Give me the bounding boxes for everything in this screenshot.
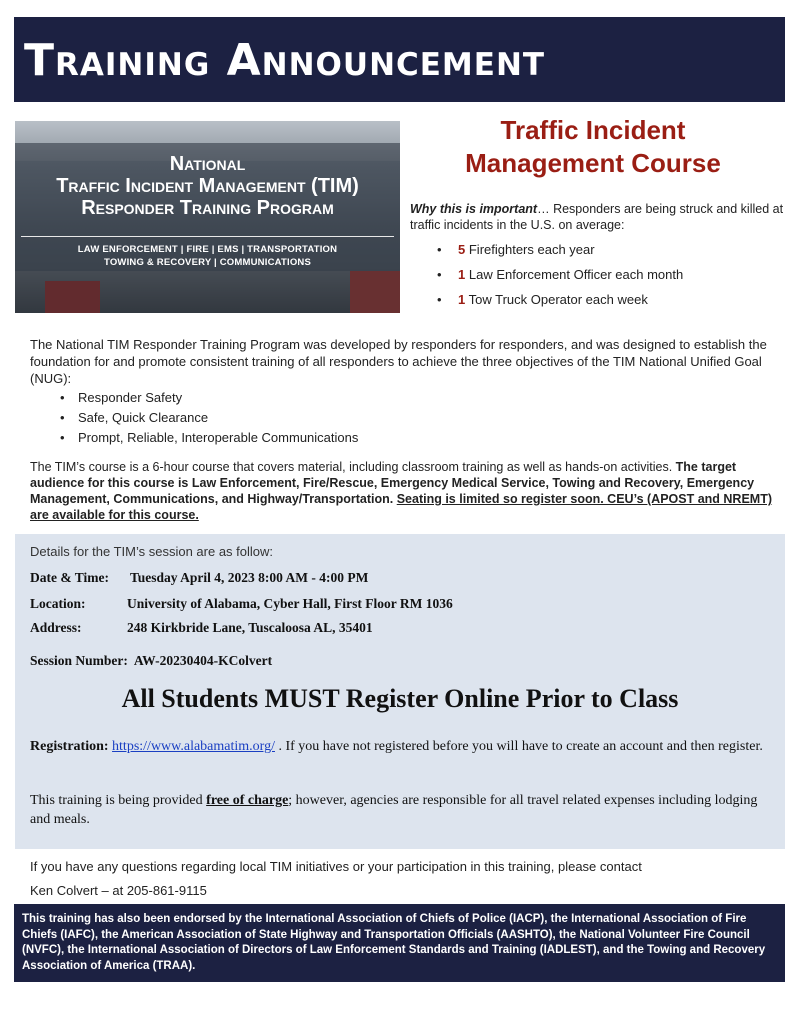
- hero-subtitle-line1: LAW ENFORCEMENT | FIRE | EMS | TRANSPORTATION: [77, 244, 338, 255]
- free-emphasis: free of charge: [206, 793, 289, 808]
- endorsement-banner: [14, 904, 785, 982]
- hero-subtitle: [15, 243, 400, 269]
- hero-subtitle-line2: TOWING & RECOVERY | COMMUNICATIONS: [103, 257, 312, 268]
- seating-note: Seating is limited so register soon. CEU’s (APOST and NREMT) are available for this course.: [30, 492, 773, 522]
- target-audience: The target audience for this course is Law Enforcement, Fire/Rescue, Emergency Medical Service, Towing and Recovery, Emergency Management, Communications, and Highway/Transportation.: [30, 460, 755, 506]
- why-label: Why this is important: [410, 202, 538, 216]
- registration-label: Registration:: [30, 739, 109, 754]
- program-intro: The National TIM Responder Training Program was developed by responders for responders, and was designed to establish the foundation for and promote consistent training of all responders to achieve the three objectives of the TIM National Unified Goal (NUG):: [30, 337, 767, 386]
- announcement-banner: [14, 17, 785, 102]
- goal-item: • Prompt, Reliable, Interoperable Communications: [60, 428, 358, 448]
- goal-item: • Safe, Quick Clearance: [60, 408, 358, 428]
- course-desc-plain: The TIM’s course is a 6-hour course that covers material, including classroom training as well as hands-on activities.: [30, 460, 676, 474]
- location-row: [30, 596, 453, 612]
- address-row: [30, 620, 373, 636]
- hero-divider: [21, 236, 394, 237]
- contact-info: [30, 855, 780, 903]
- session-details-box: [15, 534, 785, 849]
- details-intro: Details for the TIM’s session are as follow:: [30, 544, 274, 559]
- date-label: Date & Time:: [30, 570, 109, 585]
- course-title-line1: Traffic Incident: [500, 115, 686, 145]
- course-description: [30, 459, 775, 523]
- stat-number: 1: [458, 292, 466, 307]
- stat-text: Tow Truck Operator each week: [468, 292, 648, 307]
- endorsement-text: This training has also been endorsed by the International Association of Chiefs of Police (IACP), the International Association of Fire Chiefs (IAFC), the American Association of State Highway and Transportation Officials (AASHTO), the National Volunteer Fire Council (NVFC), the International Association of Directors of Law Enforcement Standards and Training (IADLEST), and the Towing and Recovery Association of America (TRAA).: [22, 913, 766, 972]
- fatality-stats-list: [437, 240, 683, 315]
- session-label: Session Number:: [30, 653, 128, 668]
- stat-item: [437, 240, 683, 265]
- stat-item: [437, 290, 683, 315]
- contact-line1: If you have any questions regarding local TIM initiatives or your participation in this training, please contact: [30, 859, 642, 874]
- hero-title-line1: National: [169, 153, 246, 175]
- tim-program-image: [15, 121, 400, 313]
- goal-item: • Responder Safety: [60, 388, 358, 408]
- registration-link[interactable]: https://www.alabamatim.org/: [112, 739, 275, 754]
- nug-goals-list: [60, 388, 358, 448]
- location-value: University of Alabama, Cyber Hall, First Floor RM 1036: [127, 596, 453, 611]
- session-number-row: [30, 653, 272, 669]
- free-of-charge-paragraph: [30, 791, 775, 829]
- stat-text: Law Enforcement Officer each month: [468, 267, 684, 282]
- hero-title-line3: Responder Training Program: [81, 197, 334, 219]
- address-value: 248 Kirkbride Lane, Tuscaloosa AL, 35401: [127, 620, 373, 635]
- free-post: ; however, agencies are responsible for all travel related expenses including lodging and meals.: [30, 793, 758, 827]
- contact-line2: Ken Colvert – at 205-861-9115: [30, 883, 207, 898]
- course-title-line2: Management Course: [465, 148, 721, 178]
- stat-item: [437, 265, 683, 290]
- date-value: Tuesday April 4, 2023 8:00 AM - 4:00 PM: [130, 570, 369, 585]
- free-pre: This training is being provided: [30, 793, 207, 808]
- course-title: [428, 114, 758, 180]
- date-time-row: [30, 570, 368, 586]
- must-register-heading: All Students MUST Register Online Prior to Class: [121, 684, 679, 713]
- registration-paragraph: [30, 737, 770, 756]
- hero-title-line2: Traffic Incident Management (TIM): [56, 175, 359, 197]
- location-label: Location:: [30, 596, 86, 611]
- registration-text: . If you have not registered before you will have to create an account and then register.: [274, 739, 763, 754]
- stat-number: 1: [458, 267, 466, 282]
- stat-number: 5: [458, 242, 466, 257]
- why-important: [410, 201, 785, 233]
- session-value: AW-20230404-KColvert: [133, 653, 273, 668]
- why-text: … Responders are being struck and killed at traffic incidents in the U.S. on average:: [410, 202, 784, 232]
- hero-title: [15, 153, 400, 219]
- banner-title: Training Announcement: [24, 35, 546, 86]
- address-label: Address:: [30, 620, 82, 635]
- stat-text: Firefighters each year: [468, 242, 595, 257]
